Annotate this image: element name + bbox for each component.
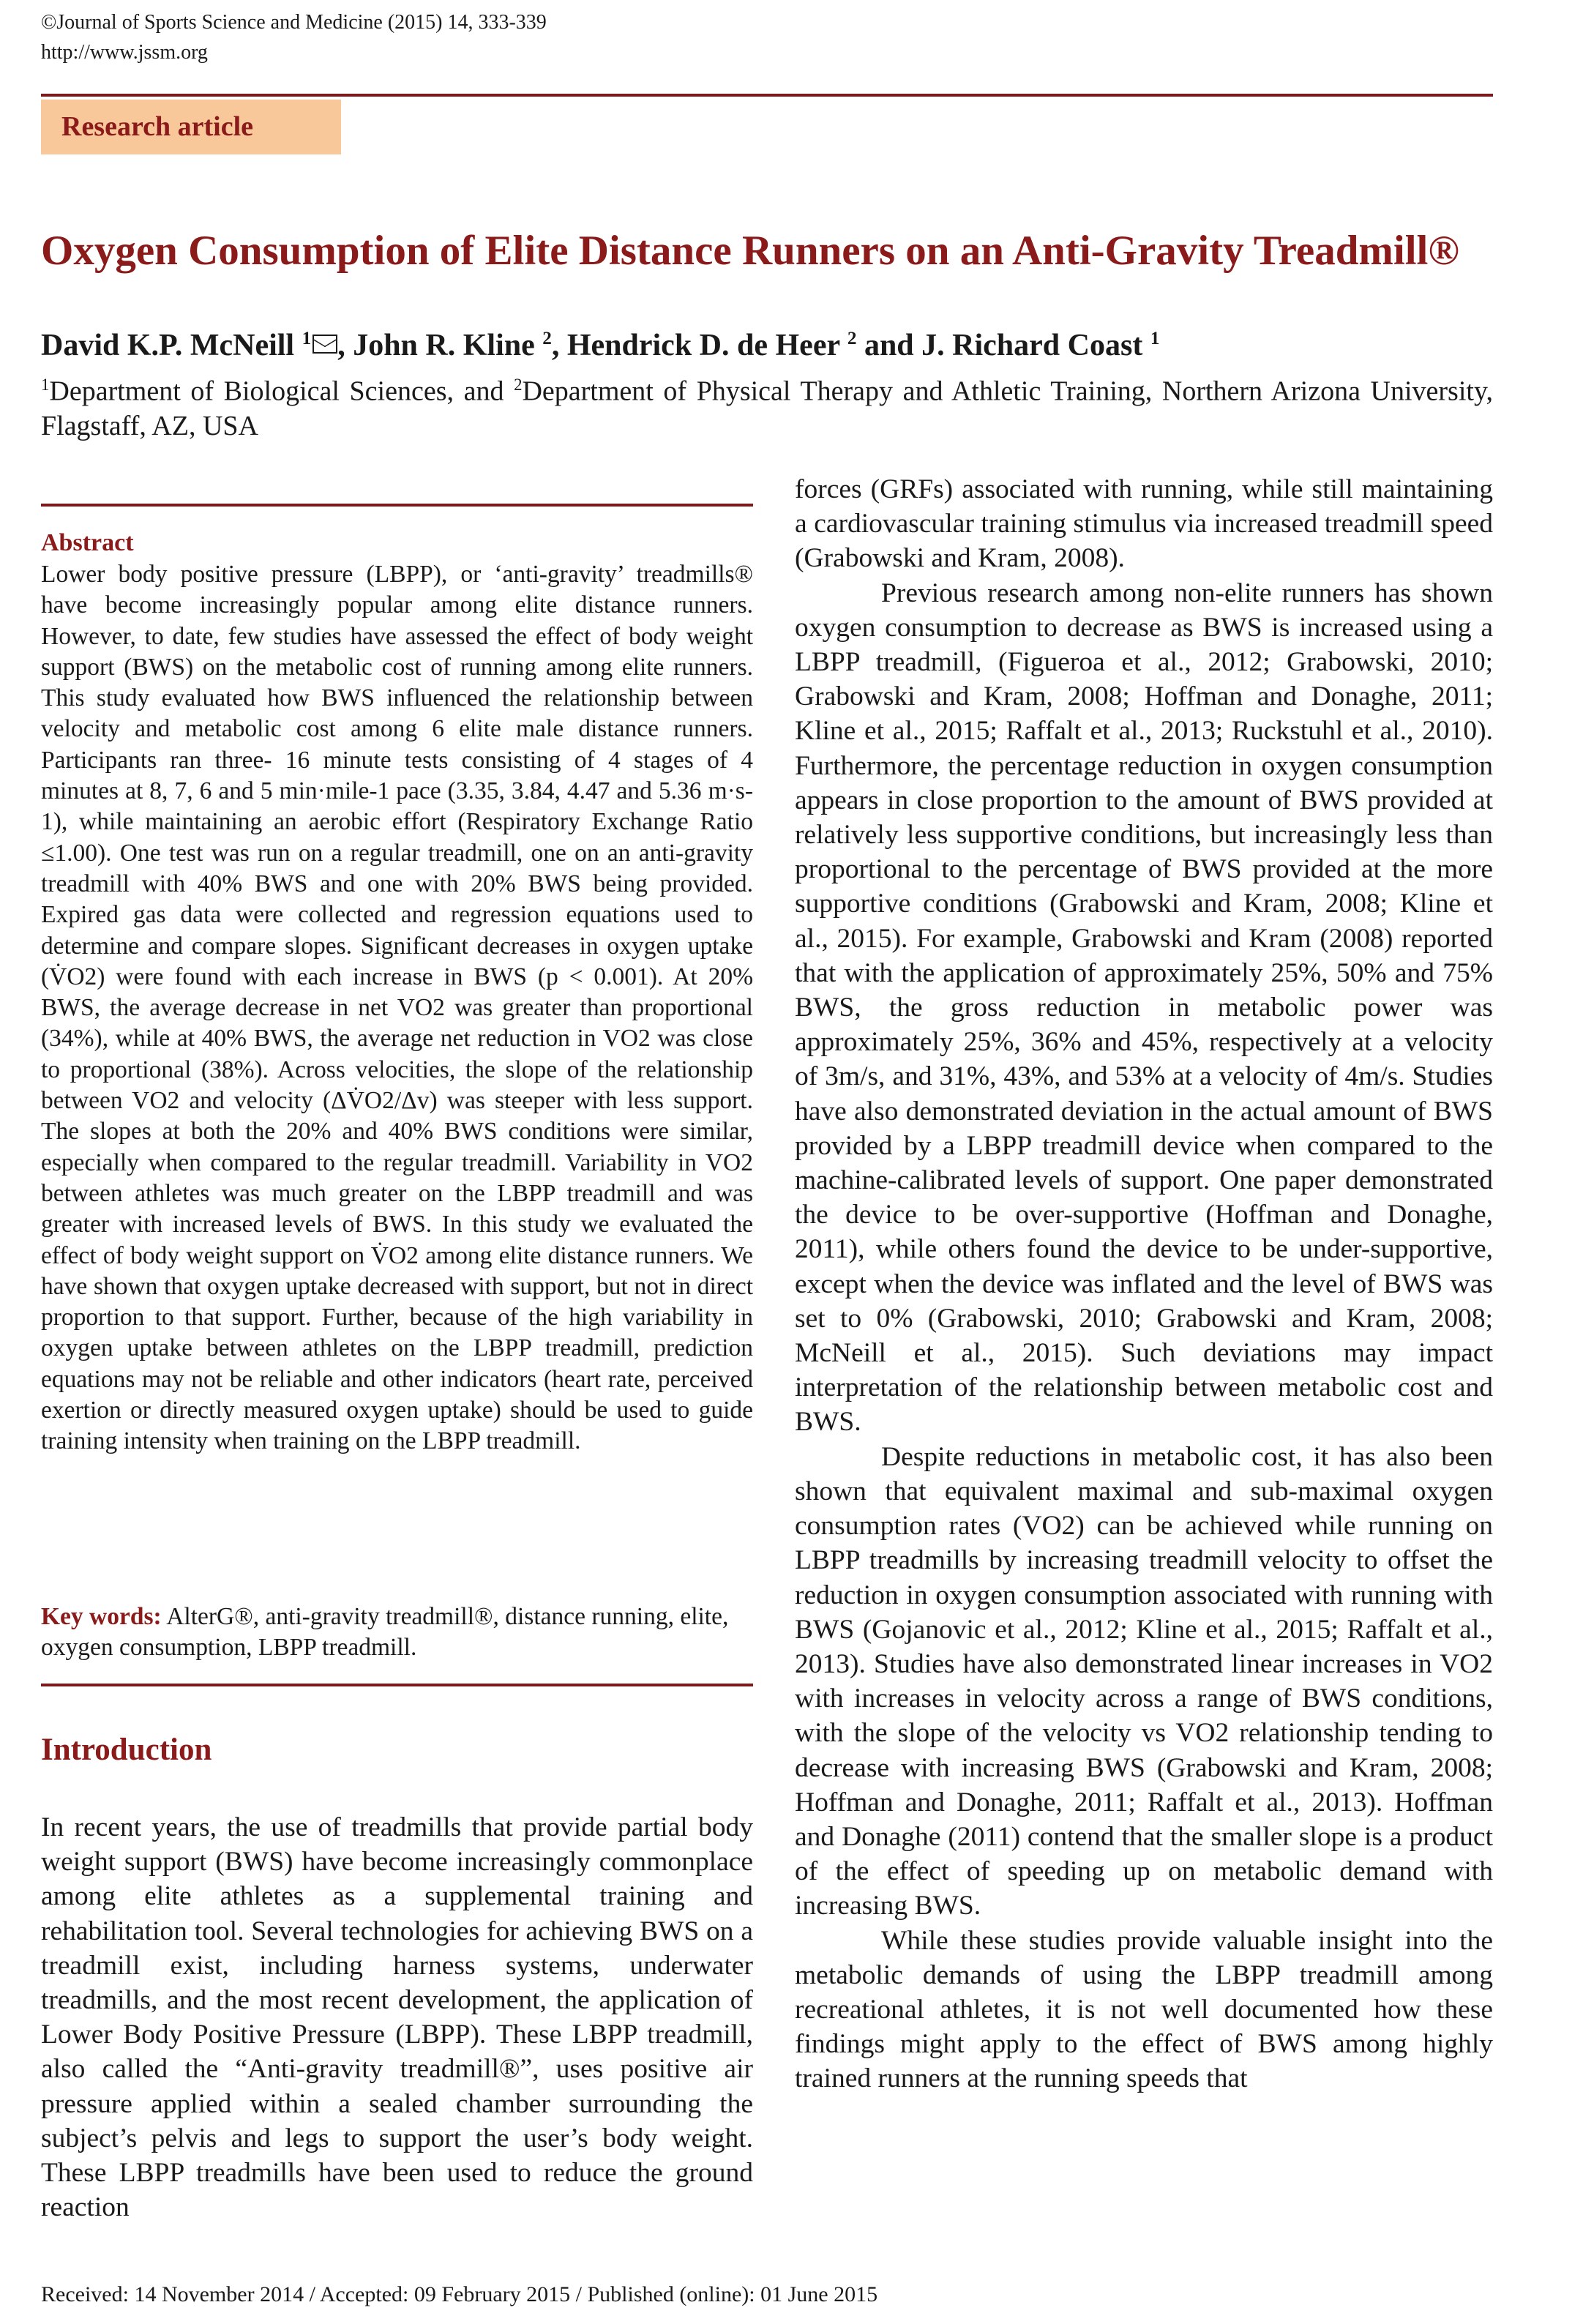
author-affil-mark: 2 (847, 329, 857, 348)
header-rule (41, 94, 1493, 97)
abstract-bottom-rule (41, 1684, 753, 1686)
introduction-heading: Introduction (41, 1733, 212, 1767)
author-name: David K.P. McNeill (41, 329, 295, 362)
abstract-body: Lower body positive pressure (LBPP), or ‘anti-gravity’ treadmills® have become increasingly popular among elite distance runners. However, to date, few studies have assessed the effect of body weight support (BWS) on the metabolic cost of running among elite runners. This study evaluated how BWS influenced the relationship between velocity and metabolic cost among 6 elite male distance runners. Participants ran three- 16 minute tests consisting of 4 stages of 4 minutes at 8, 7, 6 and 5 min·mile-1 pace (3.35, 3.84, 4.47 and 5.36 m·s-1), while maintaining an aerobic effort (Respiratory Exchange Ratio ≤1.00). One test was run on a regular treadmill, one on an anti-gravity treadmill with 40% BWS and one with 20% BWS being provided. Expired gas data were collected and regression equations used to determine and compare slopes. Significant decreases in oxygen uptake (V̇O2) were found with each increase in BWS (p < 0.001). At 20% BWS, the average decrease in net VO2 was greater than proportional (34%), while at 40% BWS, the average net reduction in VO2 was close to proportional (38%). Across velocities, the slope of the relationship between VO2 and velocity (ΔV̇O2/Δv) was steeper with less support. The slopes at both the 20% and 40% BWS conditions were similar, especially when compared to the regular treadmill. Variability in VO2 between athletes was much greater on the LBPP treadmill and was greater with increased levels of BWS. In this study we evaluated the effect of body weight support on V̇O2 among elite distance runners. We have shown that oxygen uptake decreased with support, but not in direct proportion to that support. Further, because of the high variability in oxygen uptake between athletes on the LBPP treadmill, prediction equations may not be reliable and other indicators (heart rate, perceived exertion or directly measured oxygen uptake) should be used to guide training intensity when training on the LBPP treadmill. (41, 561, 753, 1455)
abstract-heading: Abstract (41, 529, 134, 556)
email-icon[interactable] (313, 335, 337, 354)
journal-citation: ©Journal of Sports Science and Medicine (2015) 14, 333-339 (41, 11, 547, 34)
abstract-section (41, 527, 753, 1457)
author-affil-mark: 1 (302, 329, 312, 348)
author-list (41, 328, 1159, 363)
author-affil-mark: 1 (1150, 329, 1160, 348)
affil-mark: 1 (41, 375, 50, 394)
article-title: Oxygen Consumption of Elite Distance Runners on an Anti-Gravity Treadmill® (41, 228, 1459, 274)
author-name: and J. Richard Coast (864, 329, 1143, 362)
abstract-top-rule (41, 504, 753, 507)
body-paragraph: Previous research among non-elite runners has shown oxygen consumption to decrease as BWS is increased using a LBPP treadmill, (Figueroa et al., 2012; Grabowski, 2010; Grabowski and Kram, 2008; Hoffman and Donaghe, 2011; Kline et al., 2015; Raffalt et al., 2013; Ruckstuhl et al., 2010). Furthermore, the percentage reduction in oxygen consumption appears in close proportion to the amount of BWS provided at relatively less supportive conditions, but increasingly less than proportional to the percentage of BWS provided at the more supportive conditions (Grabowski and Kram, 2008; Kline et al., 2015). For example, Grabowski and Kram (2008) reported that with the application of approximately 25%, 50% and 75% BWS, the gross reduction in metabolic power was approximately 25%, 36% and 45%, respectively at a velocity of 3m/s, and 31%, 43%, and 53% at a velocity of 4m/s. Studies have also demonstrated deviation in the actual amount of BWS provided by a LBPP treadmill device when compared to the machine-calibrated levels of support. One paper demonstrated the device to be over-supportive (Hoffman and Donaghe, 2011), while others found the device to be under-supportive, except when the device was inflated and the level of BWS was set to 0% (Grabowski, 2010; Grabowski and Kram, 2008; McNeill et al., 2015). Such deviations may impact interpretation of the relationship between metabolic cost and BWS. (795, 578, 1493, 1438)
affil-text: Department of Biological Sciences, and (49, 375, 514, 407)
affil-mark: 2 (514, 375, 523, 394)
author-affil-mark: 2 (542, 329, 552, 348)
body-paragraph: While these studies provide valuable insight into the metabolic demands of using the LBPP treadmill among recreational athletes, it is not well documented how these findings might apply to the effect of BWS among highly trained runners at the running speeds that (795, 1925, 1493, 2094)
keywords-text: AlterG®, anti-gravity treadmill®, distance running, elite, oxygen consumption, LBPP treadmill. (41, 1603, 729, 1662)
author-name: , Hendrick D. de Heer (551, 329, 840, 362)
body-paragraph: forces (GRFs) associated with running, while still maintaining a cardiovascular training stimulus via increased treadmill speed (Grabowski and Kram, 2008). (795, 474, 1493, 574)
affiliation (41, 367, 1493, 444)
article-type-badge: Research article (41, 100, 341, 154)
journal-url[interactable]: http://www.jssm.org (41, 41, 208, 64)
journal-header (41, 7, 547, 67)
introduction-paragraph: In recent years, the use of treadmills that provide partial body weight support (BWS) have become increasingly commonplace among elite athletes as a supplemental training and rehabilitation tool. Several technologies for achieving BWS on a treadmill exist, including harness systems, underwater treadmills, and the most recent development, the application of Lower Body Positive Pressure (LBPP). These LBPP treadmill, also called the “Anti-gravity treadmill®”, uses positive air pressure applied within a sealed chamber surrounding the subject’s pelvis and legs to support the user’s body weight. These LBPP treadmills have been used to reduce the ground reaction (41, 1812, 753, 2223)
right-column (795, 472, 1493, 2096)
body-paragraph: Despite reductions in metabolic cost, it has also been shown that equivalent maximal and sub-maximal oxygen consumption rates (VO2) can be achieved while running on LBPP treadmills by increasing treadmill velocity to offset the reduction in oxygen consumption associated with running with BWS (Gojanovic et al., 2012; Kline et al., 2015; Raffalt et al., 2013). Studies have also demonstrated linear increases in VO2 with increases in velocity across a range of BWS conditions, with the slope of the velocity vs VO2 relationship tending to decrease with increasing BWS (Grabowski and Kram, 2008; Hoffman and Donaghe, 2011; Raffalt et al., 2013). Hoffman and Donaghe (2011) contend that the smaller slope is a product of the effect of speeding up on metabolic demand with increasing BWS. (795, 1441, 1493, 1921)
keywords-label: Key words: (41, 1603, 162, 1630)
affil-text: Department of Physical Therapy and Athletic Training, Northern Arizona University, Flagstaff, AZ, USA (41, 375, 1493, 441)
author-name: , John R. Kline (337, 329, 535, 362)
keywords (41, 1602, 753, 1664)
publication-dates: Received: 14 November 2014 / Accepted: 09 February 2015 / Published (online): 01 June 2015 (41, 2282, 878, 2306)
